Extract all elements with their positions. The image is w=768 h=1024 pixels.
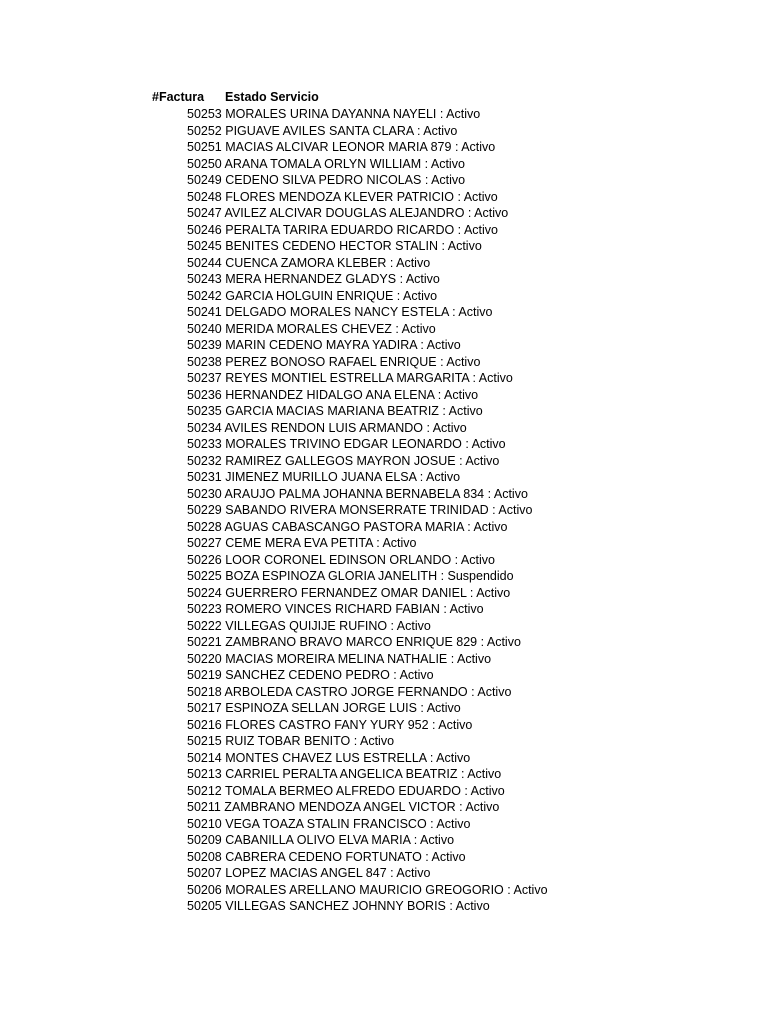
list-item: 50237 REYES MONTIEL ESTRELLA MARGARITA : Activo [187,371,513,385]
list-item: 50241 DELGADO MORALES NANCY ESTELA : Activo [187,305,493,319]
list-item: 50225 BOZA ESPINOZA GLORIA JANELITH : Suspendido [187,569,514,583]
list-item: 50207 LOPEZ MACIAS ANGEL 847 : Activo [187,866,431,880]
list-item: 50251 MACIAS ALCIVAR LEONOR MARIA 879 : Activo [187,140,496,154]
list-item: 50213 CARRIEL PERALTA ANGELICA BEATRIZ : Activo [187,767,502,781]
list-item: 50226 LOOR CORONEL EDINSON ORLANDO : Activo [187,552,495,567]
list-item: 50230 ARAUJO PALMA JOHANNA BERNABELA 834 : Activo [187,486,528,501]
header-estado-servicio: Estado Servicio [225,90,319,104]
list-item: 50233 MORALES TRIVINO EDGAR LEONARDO : Activo [187,437,506,451]
list-item: 50253 MORALES URINA DAYANNA NAYELI : Activo [187,107,481,121]
list-item: 50245 BENITES CEDENO HECTOR STALIN : Activo [187,239,482,253]
list-item: 50240 MERIDA MORALES CHEVEZ : Activo [187,321,436,336]
list-item: 50248 FLORES MENDOZA KLEVER PATRICIO : Activo [187,189,498,204]
list-item: 50215 RUIZ TOBAR BENITO : Activo [187,734,395,748]
table-header [152,89,319,105]
list-item: 50247 AVILEZ ALCIVAR DOUGLAS ALEJANDRO : Activo [187,206,509,220]
list-item: 50224 GUERRERO FERNANDEZ OMAR DANIEL : Activo [187,585,511,600]
list-item: 50229 SABANDO RIVERA MONSERRATE TRINIDAD : Activo [187,503,533,517]
list-item: 50246 PERALTA TARIRA EDUARDO RICARDO : Activo [187,222,498,237]
list-item: 50218 ARBOLEDA CASTRO JORGE FERNANDO : Activo [187,684,512,699]
list-item: 50250 ARANA TOMALA ORLYN WILLIAM : Activo [187,156,465,171]
list-item: 50244 CUENCA ZAMORA KLEBER : Activo [187,255,431,270]
list-item: 50219 SANCHEZ CEDENO PEDRO : Activo [187,668,434,682]
list-item: 50242 GARCIA HOLGUIN ENRIQUE : Activo [187,288,438,303]
list-item: 50231 JIMENEZ MURILLO JUANA ELSA : Activo [187,470,461,484]
header-factura: #Factura [152,90,205,104]
list-item: 50214 MONTES CHAVEZ LUS ESTRELLA : Activo [187,750,471,765]
list-item: 50220 MACIAS MOREIRA MELINA NATHALIE : Activo [187,651,492,666]
list-item: 50232 RAMIREZ GALLEGOS MAYRON JOSUE : Activo [187,453,500,468]
list-item: 50221 ZAMBRANO BRAVO MARCO ENRIQUE 829 : Activo [187,635,521,649]
invoice-list [187,106,548,915]
list-item: 50235 GARCIA MACIAS MARIANA BEATRIZ : Activo [187,404,483,418]
list-item: 50217 ESPINOZA SELLAN JORGE LUIS : Activo [187,701,461,715]
list-item: 50249 CEDENO SILVA PEDRO NICOLAS : Activo [187,173,466,187]
list-item: 50216 FLORES CASTRO FANY YURY 952 : Activo [187,717,473,732]
list-item: 50223 ROMERO VINCES RICHARD FABIAN : Activo [187,602,484,616]
list-item: 50212 TOMALA BERMEO ALFREDO EDUARDO : Activo [187,783,505,798]
list-item: 50252 PIGUAVE AVILES SANTA CLARA : Activo [187,123,458,138]
list-item: 50243 MERA HERNANDEZ GLADYS : Activo [187,272,440,286]
list-item: 50209 CABANILLA OLIVO ELVA MARIA : Activo [187,833,455,847]
list-item: 50239 MARIN CEDENO MAYRA YADIRA : Activo [187,338,461,352]
list-item: 50222 VILLEGAS QUIJIJE RUFINO : Activo [187,618,431,633]
list-item: 50208 CABRERA CEDENO FORTUNATO : Activo [187,849,466,864]
list-item: 50210 VEGA TOAZA STALIN FRANCISCO : Activo [187,816,471,831]
list-item: 50206 MORALES ARELLANO MAURICIO GREOGORIO : Activo [187,882,548,897]
list-item: 50236 HERNANDEZ HIDALGO ANA ELENA : Activo [187,387,479,402]
list-item: 50228 AGUAS CABASCANGO PASTORA MARIA : Activo [187,519,508,534]
list-item: 50205 VILLEGAS SANCHEZ JOHNNY BORIS : Activo [187,899,490,913]
list-item: 50227 CEME MERA EVA PETITA : Activo [187,536,417,550]
list-item: 50211 ZAMBRANO MENDOZA ANGEL VICTOR : Activo [187,800,500,814]
list-item: 50234 AVILES RENDON LUIS ARMANDO : Activo [187,420,467,435]
list-item: 50238 PEREZ BONOSO RAFAEL ENRIQUE : Activo [187,354,481,369]
